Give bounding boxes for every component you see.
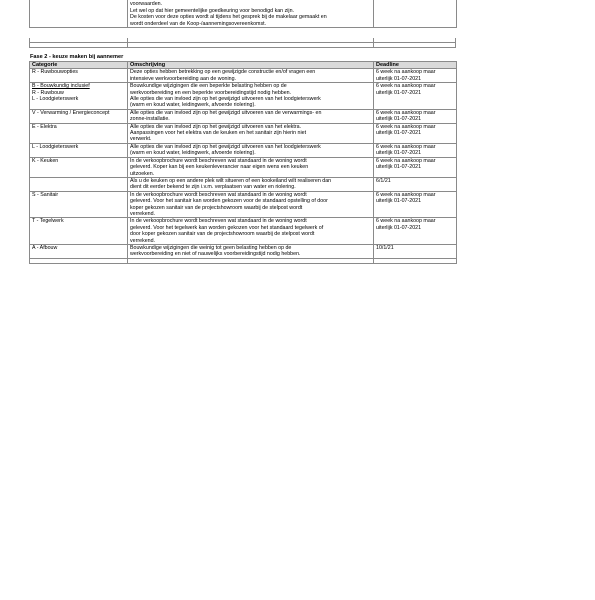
table-row	[30, 123, 457, 143]
description-cell	[128, 244, 374, 258]
description-line: geleverd. Voor het sanitair kan worden gekozen voor de standaard opstelling of door	[130, 198, 328, 205]
phase-2-table	[29, 61, 457, 264]
description-cell	[128, 83, 374, 110]
description-cell	[128, 191, 374, 218]
category-cell	[30, 177, 128, 191]
description-line: intensieve werkvoorbereiding aan de woning.	[130, 75, 237, 82]
description-cell	[128, 69, 374, 83]
description-line: Let wel op dat hier gemeentelijke goedkeuring voor benodigd kan zijn.	[130, 7, 295, 14]
deadline-line: 6/1/21	[376, 177, 391, 184]
deadline-line: 6 week na aankoop maar	[376, 157, 436, 164]
deadline-cell	[374, 123, 457, 143]
table-body	[30, 69, 457, 263]
description-cell	[128, 177, 374, 191]
deadline-line: uiterlijk 01-07-2021	[376, 75, 422, 82]
deadline-cell	[374, 218, 457, 245]
empty-cell	[128, 258, 374, 263]
table-row	[30, 143, 457, 157]
deadline-line: 6 week na aankoop maar	[376, 123, 436, 130]
deadline-cell	[374, 177, 457, 191]
category-line: V - Verwarming / Energieconcept	[32, 109, 110, 116]
deadline-line: uiterlijk 01-07-2021	[376, 224, 422, 231]
description-line: geleverd. Koper kan bij een keukenleverancier naar eigen wens een keuken	[130, 164, 309, 171]
empty-cell	[30, 258, 128, 263]
empty-cell	[374, 258, 457, 263]
table-header-row	[30, 62, 457, 69]
deadline-line: 6 week na aankoop maar	[376, 83, 436, 90]
category-line: E - Elektra	[32, 123, 57, 130]
deadline-line: 6 week na aankoop maar	[376, 191, 436, 198]
table-row	[30, 83, 457, 110]
category-line: S - Sanitair	[32, 191, 59, 198]
category-line: R - Ruwbouwopties	[32, 69, 78, 76]
category-cell	[30, 0, 128, 28]
deadline-line: uiterlijk 01-07-2021	[376, 198, 422, 205]
description-line: zonne-installatie.	[130, 116, 170, 123]
category-line: L - Loodgieterswerk	[32, 96, 79, 103]
deadline-line: 6 week na aankoop maar	[376, 143, 436, 150]
deadline-line: 6 week na aankoop maar	[376, 69, 436, 76]
deadline-cell	[374, 191, 457, 218]
description-line: De kosten voor deze opties wordt al tijdens het gesprek bij de makelaar gemaakt en	[130, 14, 327, 21]
category-cell	[30, 123, 128, 143]
category-line: B - Bouwkundig inclusief	[32, 83, 90, 90]
category-cell	[30, 83, 128, 110]
description-line: dient dit eerder bekend te zijn i.v.m. verplaatsen van water en riolering.	[130, 184, 296, 191]
deadline-cell	[374, 244, 457, 258]
column-header-description: Omschrijving	[128, 62, 374, 69]
category-cell	[30, 69, 128, 83]
deadline-line: uiterlijk 01-07-2021	[376, 116, 422, 123]
category-line: L - Loodgieterswerk	[32, 143, 79, 150]
description-line: (warm en koud water, leidingwerk, afvoerde riolering).	[130, 150, 256, 157]
description-line: In de verkoopbrochure wordt beschreven wat standaard in de woning wordt	[130, 191, 307, 198]
description-line: Alle opties die van invloed zijn op het gewijzigd uitvoeren van het loodgieterswerk	[130, 96, 321, 103]
deadline-text	[376, 0, 404, 1]
description-line: werkvoorbereiding en niet of nauwelijks voorbereidingstijd nodig hebben.	[130, 251, 301, 258]
description-line: Bouwkundige wijzigingen die weinig tot geen belasting hebben op de	[130, 244, 292, 251]
table-row	[30, 191, 457, 218]
description-cell	[128, 0, 374, 28]
description-line: voorwaarden.	[130, 1, 163, 8]
description-line: koper gekozen sanitair van de projectshowroom waarbij de stelpost wordt	[130, 204, 303, 211]
description-line: Alle opties die van invloed zijn op het gewijzigd uitvoeren van het loodgieterswerk	[130, 143, 321, 150]
table-row	[30, 244, 457, 258]
category-cell	[30, 244, 128, 258]
description-line: wordt onderdeel van de Koop-/aannemingsovereenkomst.	[130, 20, 267, 27]
empty-row	[30, 258, 457, 263]
deadline-line: uiterlijk 01-07-2021	[376, 164, 422, 171]
description-line: uitzoeken.	[130, 170, 155, 177]
table-row	[30, 177, 457, 191]
category-cell	[30, 157, 128, 177]
column-header-category: Categorie	[30, 62, 128, 69]
deadline-cell	[374, 143, 457, 157]
table-row	[30, 109, 457, 123]
deadline-cell	[374, 157, 457, 177]
category-cell	[30, 191, 128, 218]
description-line: Bouwkundige wijzigingen die een beperkte belasting hebben op de	[130, 83, 287, 90]
description-line: In de verkoopbrochure wordt beschreven wat standaard in de woning wordt	[130, 157, 307, 164]
table-row	[30, 69, 457, 83]
category-line: R - Ruwbouw	[32, 89, 64, 96]
empty-rows	[29, 38, 456, 48]
description-cell	[128, 218, 374, 245]
category-line: T - Tegelwerk	[32, 218, 64, 225]
deadline-cell	[374, 69, 457, 83]
description-line: verwerkt.	[130, 136, 152, 143]
table-row	[30, 157, 457, 177]
deadline-cell	[374, 83, 457, 110]
deadline-line: uiterlijk 01-07-2021	[376, 130, 422, 137]
description-cell	[128, 143, 374, 157]
table-row	[30, 0, 457, 28]
description-line: geleverd. Voor het tegelwerk kan worden gekozen voor het standaard tegelwerk of	[130, 224, 324, 231]
deadline-line: uiterlijk 01-07-2021	[376, 89, 422, 96]
category-cell	[30, 218, 128, 245]
column-header-deadline: Deadline	[374, 62, 457, 69]
deadline-line: 10/1/21	[376, 244, 394, 251]
description-line: Aanpassingen voor het elektra van de keuken en het sanitair zijn hierin niet	[130, 130, 307, 137]
category-line: K - Keuken	[32, 157, 59, 164]
description-line: werkvoorbereiding en een beperkte voorbereidingstijd nodig hebben.	[130, 89, 292, 96]
deadline-line: 6 week na aankoop maar	[376, 218, 436, 225]
deadline-cell	[374, 109, 457, 123]
description-cell	[128, 157, 374, 177]
category-cell	[30, 109, 128, 123]
phase-title: Fase 2 - keuze maken bij aannemer	[30, 54, 124, 60]
description-line: verrekend.	[130, 237, 156, 244]
description-line: Als u de keuken op een andere plek wilt situeren of een kookeiland wilt realiseren dan	[130, 177, 332, 184]
category-text	[32, 0, 108, 1]
description-line: In de verkoopbrochure wordt beschreven wat standaard in de woning wordt	[130, 218, 307, 225]
phase-1-table-fragment	[29, 0, 457, 28]
description-line: door koper gekozen sanitair van de projectshowroom waarbij de stelpost wordt	[130, 231, 315, 238]
description-line: (warm en koud water, leidingwerk, afvoerde riolering).	[130, 102, 256, 109]
description-line: Deze opties hebben betrekking op een gewijzigde constructie en/of vragen een	[130, 69, 316, 76]
table-row	[30, 218, 457, 245]
empty-row	[29, 43, 456, 48]
category-line: A - Afbouw	[32, 244, 58, 251]
deadline-line: 6 week na aankoop maar	[376, 109, 436, 116]
description-line: verrekend.	[130, 210, 156, 217]
description-cell	[128, 109, 374, 123]
description-line: Alle opties die van invloed zijn op het gewijzigd uitvoeren van het elektra.	[130, 123, 302, 130]
description-line: Alle opties die van invloed zijn op het gewijzigd uitvoeren van de verwarmings- en	[130, 109, 322, 116]
description-cell	[128, 123, 374, 143]
deadline-cell	[374, 0, 457, 28]
category-cell	[30, 143, 128, 157]
deadline-line: uiterlijk 01-07-2021	[376, 150, 422, 157]
